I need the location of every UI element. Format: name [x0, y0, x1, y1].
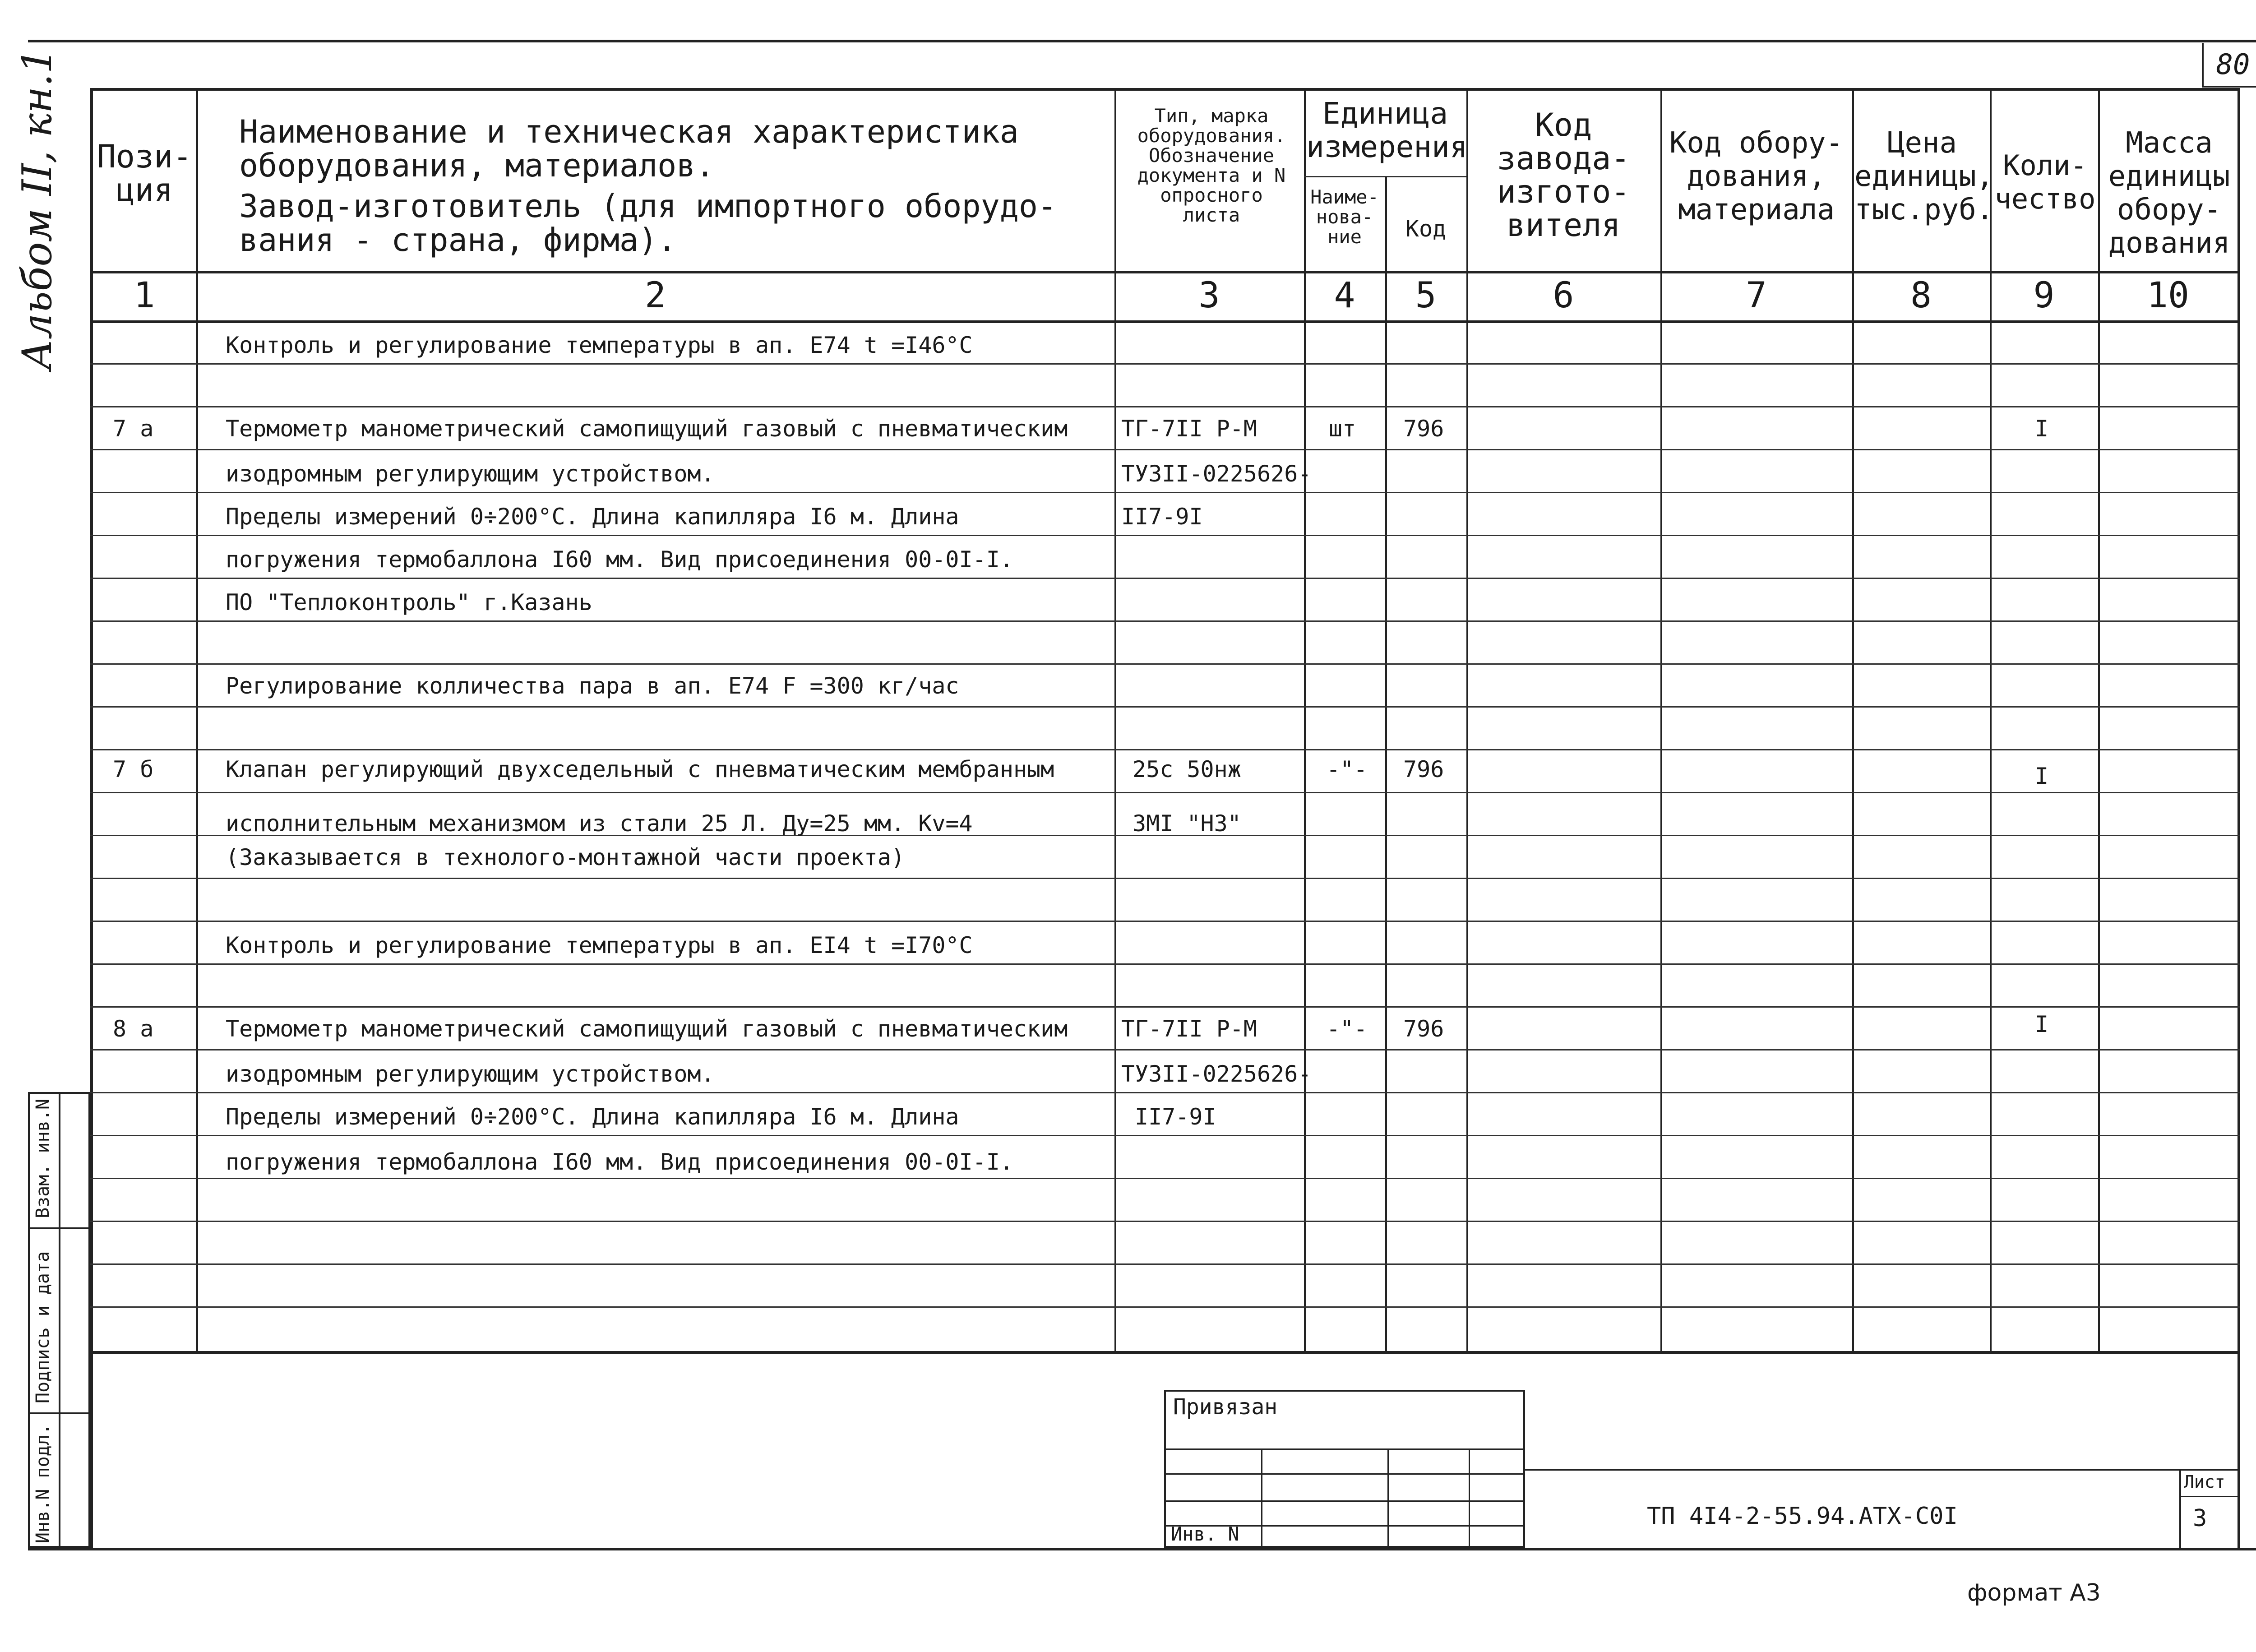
- inv-n-label: Инв. N: [1171, 1523, 1239, 1545]
- title-block-top: [1525, 1469, 2240, 1471]
- row-name: Регулирование колличества пара в ап. E74 F =300 кг/час: [226, 673, 959, 699]
- row-name: Клапан регулирующий двухседельный с пневматическим мембранным: [226, 756, 1054, 782]
- row-code: 796: [1403, 416, 1444, 442]
- row-line: [90, 749, 2240, 750]
- header-factory-code: Код завода-изгото-вителя: [1497, 106, 1630, 244]
- header-price: Цена единицы, тыс.руб.: [1854, 126, 1994, 227]
- row-line: [90, 921, 2240, 922]
- row-type: ТУЗII-0225626-: [1121, 1061, 1312, 1087]
- document-code: ТП 4I4-2-55.94.АТХ-С0I: [1647, 1503, 1958, 1530]
- header-type: Тип, марка оборудования. Обозначение документа и N опросного листа: [1137, 105, 1286, 226]
- row-name: (Заказывается в технолого-монтажной части проекта): [226, 844, 905, 870]
- row-line: [90, 878, 2240, 879]
- side-vzam-inv: Взам. инв.N: [32, 1099, 53, 1218]
- frame-top-border: [28, 40, 2256, 42]
- row-line: [90, 963, 2240, 965]
- header-name-line4: вания - страна, фирма).: [239, 222, 677, 259]
- stamp-vline: [1469, 1448, 1470, 1548]
- row-name: погружения термобаллона I60 мм. Вид присоединения 00-0I-I.: [226, 1149, 1013, 1175]
- row-position: 7 а: [113, 416, 154, 442]
- row-name: изодромным регулирующим устройством.: [226, 1061, 715, 1087]
- colnum-8: 8: [1910, 275, 1932, 316]
- colnum-bottom-line: [90, 320, 2240, 323]
- row-line: [90, 535, 2240, 536]
- row-line: [90, 1049, 2240, 1050]
- stamp-line: [1164, 1473, 1525, 1475]
- row-name: Пределы измерений 0÷200°C. Длина капилляра I6 м. Длина: [226, 1104, 959, 1130]
- row-unit: шт: [1329, 416, 1356, 442]
- side-stamp-vline: [59, 1092, 60, 1548]
- stamp-line: [1164, 1448, 1525, 1450]
- row-position: 8 а: [113, 1016, 154, 1042]
- header-position: Пози-ция: [97, 138, 192, 208]
- stamp-vline: [1387, 1448, 1389, 1548]
- row-line: [90, 1221, 2240, 1222]
- row-line: [90, 1178, 2240, 1179]
- row-name: исполнительным механизмом из стали 25 Л. Ду=25 мм. Кv=4: [226, 810, 973, 837]
- page-number: 80: [2202, 43, 2256, 88]
- row-name: Термометр манометрический самопищущий газовый с пневматическим: [226, 416, 1068, 442]
- row-line: [90, 620, 2240, 622]
- header-quantity: Коли-чество: [1994, 149, 2096, 215]
- row-line: [90, 1092, 2240, 1093]
- header-equipment-code: Код обору-дования, материала: [1669, 126, 1844, 227]
- row-line: [90, 578, 2240, 579]
- row-type: II7-9I: [1135, 1104, 1216, 1130]
- row-type: II7-9I: [1121, 504, 1203, 530]
- row-name: Термометр манометрический самопищущий газовый с пневматическим: [226, 1016, 1068, 1042]
- row-quantity: I: [2035, 416, 2049, 442]
- format-label: формат А3: [1967, 1579, 2101, 1606]
- row-line: [90, 363, 2240, 365]
- colnum-3: 3: [1198, 275, 1220, 316]
- row-line: [90, 663, 2240, 665]
- header-unit-name: Наиме-нова-ние: [1310, 186, 1379, 248]
- row-line: [90, 449, 2240, 450]
- row-line: [90, 406, 2240, 407]
- row-type: ТГ-7II Р-М: [1121, 416, 1257, 442]
- row-position: 7 б: [113, 756, 154, 782]
- row-code: 796: [1403, 756, 1444, 782]
- row-name: ПО "Теплоконтроль" г.Казань: [226, 589, 592, 615]
- row-line: [90, 1306, 2240, 1308]
- sheet-box-divider: [2179, 1496, 2238, 1497]
- row-line: [90, 1006, 2240, 1008]
- header-unit-group: Единица измерения: [1306, 96, 1468, 164]
- side-inv-podl: Инв.N подл.: [32, 1424, 53, 1543]
- row-line: [90, 1135, 2240, 1136]
- col-divider-4: [1385, 176, 1387, 1354]
- row-name: Пределы измерений 0÷200°C. Длина капилляра I6 м. Длина: [226, 504, 959, 530]
- row-quantity: I: [2035, 763, 2049, 789]
- header-name-line3: Завод-изготовитель (для импортного оборудо-: [239, 188, 1057, 225]
- colnum-7: 7: [1746, 275, 1767, 316]
- row-name: погружения термобаллона I60 мм. Вид присоединения 00-0I-I.: [226, 546, 1013, 573]
- sheet-number: 3: [2193, 1505, 2207, 1532]
- colnum-9: 9: [2033, 275, 2055, 316]
- colnum-5: 5: [1415, 275, 1437, 316]
- row-type: ЗМI "НЗ": [1133, 810, 1241, 837]
- colnum-6: 6: [1553, 275, 1574, 316]
- unit-group-divider: [1304, 176, 1466, 177]
- row-type: ТУЗII-0225626-: [1121, 461, 1312, 487]
- frame-bottom-border: [28, 1548, 2256, 1550]
- header-name-line1: Наименование и техническая характеристика: [239, 113, 1019, 150]
- row-unit: -"-: [1327, 756, 1368, 782]
- sheet-label: Лист: [2184, 1472, 2225, 1492]
- row-unit: -"-: [1327, 1016, 1368, 1042]
- row-name: Контроль и регулирование температуры в ап. EI4 t =I70°C: [226, 932, 973, 958]
- row-name: Контроль и регулирование температуры в ап. E74 t =I46°C: [226, 332, 973, 358]
- privyazan-label: Привязан: [1173, 1394, 1278, 1420]
- row-line: [90, 706, 2240, 708]
- colnum-2: 2: [645, 275, 666, 316]
- album-note: Альбом II, кн.1: [14, 47, 61, 370]
- row-line: [90, 792, 2240, 793]
- colnum-10: 10: [2147, 275, 2189, 316]
- header-name-line2: оборудования, материалов.: [239, 147, 715, 184]
- row-name: изодромным регулирующим устройством.: [226, 461, 715, 487]
- row-quantity: I: [2035, 1011, 2049, 1037]
- row-code: 796: [1403, 1016, 1444, 1042]
- stamp-vline: [1261, 1448, 1262, 1548]
- colnum-4: 4: [1334, 275, 1355, 316]
- colnum-1: 1: [134, 275, 155, 316]
- header-unit-code: Код: [1405, 216, 1447, 242]
- side-podpis-data: Подпись и дата: [32, 1251, 53, 1403]
- row-line: [90, 492, 2240, 493]
- row-type: 25с 50нж: [1133, 756, 1241, 782]
- row-line: [90, 1263, 2240, 1265]
- header-mass: Масса единицы обору-дования: [2108, 126, 2230, 260]
- stamp-line: [1164, 1500, 1525, 1502]
- row-type: ТГ-7II Р-М: [1121, 1016, 1257, 1042]
